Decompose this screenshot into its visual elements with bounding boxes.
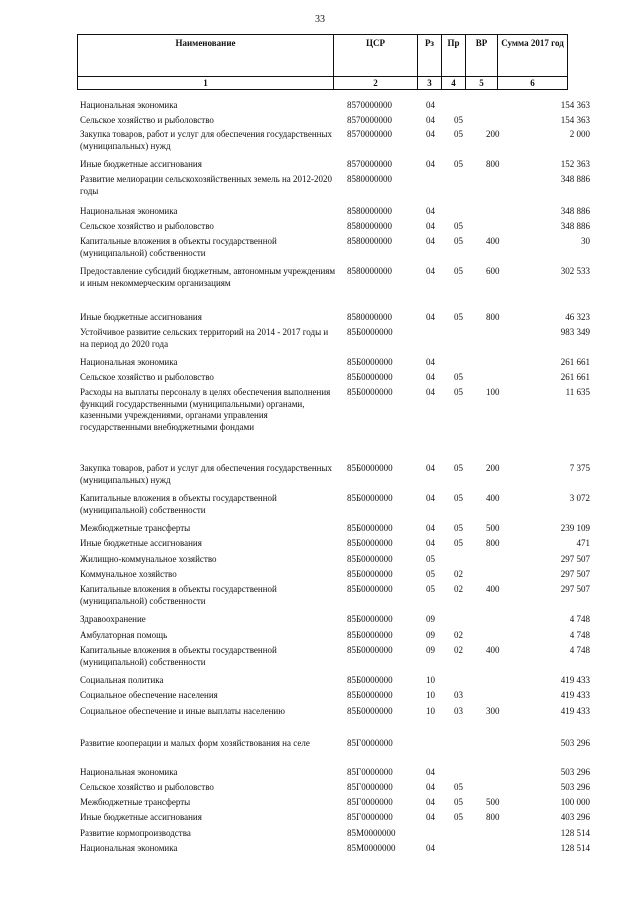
cell-csr: 8570000000 (347, 100, 392, 110)
cell-name: Социальная политика (80, 675, 164, 685)
cell-rz: 04 (426, 312, 435, 322)
cell-pr: 05 (454, 266, 463, 276)
cell-rz: 04 (426, 843, 435, 853)
cell-name: Иные бюджетные ассигнования (80, 312, 202, 322)
cell-name: Социальное обеспечение населения (80, 690, 218, 700)
cell-csr: 85Б0000000 (347, 463, 393, 473)
cell-csr: 85Б0000000 (347, 706, 393, 716)
header-name: Наименование (78, 35, 334, 77)
cell-csr: 85Б0000000 (347, 387, 393, 397)
cell-sum: 348 886 (560, 221, 590, 231)
cell-csr: 8580000000 (347, 221, 392, 231)
header-col-4: 4 (442, 77, 466, 90)
cell-sum: 348 886 (560, 206, 590, 216)
header-col-5: 5 (466, 77, 498, 90)
cell-sum: 4 748 (569, 645, 590, 655)
cell-sum: 11 635 (565, 387, 590, 397)
cell-pr: 05 (454, 236, 463, 246)
cell-pr: 02 (454, 584, 463, 594)
cell-rz: 09 (426, 630, 435, 640)
cell-sum: 152 363 (560, 159, 590, 169)
header-rz: Рз (418, 35, 442, 77)
cell-name: Развитие кормопроизводства (80, 828, 191, 838)
cell-pr: 05 (454, 463, 463, 473)
cell-csr: 85Б0000000 (347, 372, 393, 382)
cell-name: Расходы на выплаты персоналу в целях обеспечения выполнения функций государственными (муниципальными) органами, казенными учреждениями, органами управления государственными внебюджетными фондами (80, 387, 331, 432)
cell-csr: 85Б0000000 (347, 357, 393, 367)
cell-csr: 85М0000000 (347, 828, 396, 838)
cell-sum: 297 507 (560, 584, 590, 594)
cell-name: Национальная экономика (80, 100, 178, 110)
cell-csr: 85Б0000000 (347, 538, 393, 548)
cell-rz: 09 (426, 645, 435, 655)
cell-pr: 05 (454, 312, 463, 322)
cell-csr: 85Б0000000 (347, 690, 393, 700)
cell-pr: 02 (454, 569, 463, 579)
cell-name: Жилищно-коммунальное хозяйство (80, 554, 217, 564)
cell-csr: 85Б0000000 (347, 584, 393, 594)
cell-sum: 503 296 (560, 767, 590, 777)
cell-csr: 8580000000 (347, 312, 392, 322)
cell-pr: 05 (454, 493, 463, 503)
cell-sum: 419 433 (560, 706, 590, 716)
cell-rz: 04 (426, 266, 435, 276)
cell-sum: 403 296 (560, 812, 590, 822)
cell-sum: 239 109 (560, 523, 590, 533)
cell-name: Капитальные вложения в объекты государственной (муниципальной) собственности (80, 645, 277, 667)
cell-name: Закупка товаров, работ и услуг для обеспечения государственных (муниципальных) нужд (80, 129, 333, 151)
cell-csr: 85Б0000000 (347, 569, 393, 579)
cell-sum: 297 507 (560, 554, 590, 564)
cell-vr: 800 (486, 312, 500, 322)
cell-csr: 85Б0000000 (347, 675, 393, 685)
cell-vr: 200 (486, 463, 500, 473)
cell-rz: 04 (426, 782, 435, 792)
cell-rz: 04 (426, 493, 435, 503)
cell-csr: 85Б0000000 (347, 327, 393, 337)
cell-csr: 8580000000 (347, 174, 392, 184)
cell-pr: 05 (454, 812, 463, 822)
cell-vr: 400 (486, 645, 500, 655)
cell-name: Сельское хозяйство и рыболовство (80, 115, 214, 125)
cell-sum: 503 296 (560, 782, 590, 792)
cell-name: Сельское хозяйство и рыболовство (80, 372, 214, 382)
cell-name: Коммунальное хозяйство (80, 569, 177, 579)
cell-vr: 200 (486, 129, 500, 139)
cell-csr: 85Г0000000 (347, 812, 393, 822)
cell-pr: 05 (454, 372, 463, 382)
cell-rz: 05 (426, 584, 435, 594)
cell-rz: 04 (426, 129, 435, 139)
cell-rz: 10 (426, 675, 435, 685)
cell-name: Национальная экономика (80, 843, 178, 853)
cell-rz: 09 (426, 614, 435, 624)
cell-rz: 04 (426, 387, 435, 397)
cell-sum: 100 000 (560, 797, 590, 807)
cell-pr: 02 (454, 630, 463, 640)
cell-csr: 8570000000 (347, 159, 392, 169)
cell-pr: 03 (454, 690, 463, 700)
cell-csr: 8580000000 (347, 236, 392, 246)
cell-sum: 261 661 (560, 372, 590, 382)
cell-rz: 10 (426, 690, 435, 700)
cell-sum: 154 363 (560, 100, 590, 110)
cell-sum: 471 (576, 538, 590, 548)
cell-pr: 05 (454, 387, 463, 397)
cell-vr: 300 (486, 706, 500, 716)
cell-vr: 800 (486, 812, 500, 822)
cell-csr: 85Г0000000 (347, 782, 393, 792)
cell-vr: 800 (486, 159, 500, 169)
cell-rz: 05 (426, 554, 435, 564)
cell-name: Амбулаторная помощь (80, 630, 168, 640)
cell-vr: 500 (486, 797, 500, 807)
cell-rz: 04 (426, 159, 435, 169)
header-csr: ЦСР (334, 35, 418, 77)
cell-csr: 8570000000 (347, 129, 392, 139)
cell-name: Закупка товаров, работ и услуг для обеспечения государственных (муниципальных) нужд (80, 463, 333, 485)
cell-vr: 400 (486, 584, 500, 594)
cell-vr: 400 (486, 493, 500, 503)
cell-rz: 04 (426, 767, 435, 777)
header-pr: Пр (442, 35, 466, 77)
cell-name: Национальная экономика (80, 206, 178, 216)
cell-pr: 05 (454, 159, 463, 169)
cell-csr: 85Б0000000 (347, 554, 393, 564)
cell-csr: 8570000000 (347, 115, 392, 125)
cell-rz: 04 (426, 463, 435, 473)
cell-sum: 297 507 (560, 569, 590, 579)
cell-name: Предоставление субсидий бюджетным, автономным учреждениям и иным некоммерческим организациям (80, 266, 336, 288)
cell-name: Межбюджетные трансферты (80, 523, 191, 533)
header-col-6: 6 (498, 77, 568, 90)
cell-csr: 85Г0000000 (347, 767, 393, 777)
header-col-2: 2 (334, 77, 418, 90)
cell-csr: 85Б0000000 (347, 523, 393, 533)
cell-rz: 05 (426, 569, 435, 579)
cell-csr: 8580000000 (347, 266, 392, 276)
cell-pr: 05 (454, 115, 463, 125)
cell-sum: 4 748 (569, 630, 590, 640)
cell-sum: 30 (581, 236, 590, 246)
cell-sum: 128 514 (560, 828, 590, 838)
cell-csr: 85Б0000000 (347, 493, 393, 503)
cell-rz: 04 (426, 236, 435, 246)
header-sum: Сумма 2017 год (498, 35, 568, 77)
cell-rz: 04 (426, 206, 435, 216)
cell-pr: 02 (454, 645, 463, 655)
header-col-3: 3 (418, 77, 442, 90)
cell-sum: 3 072 (569, 493, 590, 503)
cell-rz: 04 (426, 100, 435, 110)
cell-sum: 128 514 (560, 843, 590, 853)
cell-name: Здравоохранение (80, 614, 146, 624)
cell-name: Иные бюджетные ассигнования (80, 538, 202, 548)
cell-rz: 04 (426, 357, 435, 367)
cell-csr: 85Г0000000 (347, 738, 393, 748)
cell-csr: 85Б0000000 (347, 614, 393, 624)
cell-name: Устойчивое развитие сельских территорий на 2014 - 2017 годы и на период до 2020 года (80, 327, 329, 349)
cell-name: Иные бюджетные ассигнования (80, 159, 202, 169)
cell-sum: 348 886 (560, 174, 590, 184)
cell-sum: 983 349 (560, 327, 590, 337)
cell-csr: 85М0000000 (347, 843, 396, 853)
header-vr: ВР (466, 35, 498, 77)
cell-pr: 05 (454, 129, 463, 139)
page-number: 33 (315, 14, 325, 25)
cell-vr: 600 (486, 266, 500, 276)
cell-rz: 10 (426, 706, 435, 716)
cell-name: Развитие мелиорации сельскохозяйственных земель на 2012-2020 годы (80, 174, 333, 196)
cell-sum: 2 000 (569, 129, 590, 139)
cell-rz: 04 (426, 523, 435, 533)
cell-csr: 85Б0000000 (347, 645, 393, 655)
cell-rz: 04 (426, 797, 435, 807)
cell-csr: 85Г0000000 (347, 797, 393, 807)
cell-pr: 05 (454, 797, 463, 807)
cell-rz: 04 (426, 812, 435, 822)
cell-name: Капитальные вложения в объекты государственной (муниципальной) собственности (80, 236, 277, 258)
cell-sum: 503 296 (560, 738, 590, 748)
cell-sum: 7 375 (569, 463, 590, 473)
cell-sum: 419 433 (560, 675, 590, 685)
header-col-1: 1 (78, 77, 334, 90)
cell-pr: 05 (454, 538, 463, 548)
cell-name: Национальная экономика (80, 357, 178, 367)
cell-sum: 261 661 (560, 357, 590, 367)
cell-pr: 05 (454, 523, 463, 533)
cell-pr: 05 (454, 782, 463, 792)
cell-name: Социальное обеспечение и иные выплаты населению (80, 706, 285, 716)
cell-csr: 8580000000 (347, 206, 392, 216)
cell-pr: 05 (454, 221, 463, 231)
cell-vr: 400 (486, 236, 500, 246)
cell-name: Сельское хозяйство и рыболовство (80, 782, 214, 792)
cell-name: Иные бюджетные ассигнования (80, 812, 202, 822)
cell-name: Национальная экономика (80, 767, 178, 777)
cell-name: Развитие кооперации и малых форм хозяйствования на селе (80, 738, 310, 748)
cell-vr: 800 (486, 538, 500, 548)
cell-sum: 302 533 (560, 266, 590, 276)
cell-name: Межбюджетные трансферты (80, 797, 191, 807)
cell-name: Сельское хозяйство и рыболовство (80, 221, 214, 231)
cell-csr: 85Б0000000 (347, 630, 393, 640)
cell-rz: 04 (426, 221, 435, 231)
cell-sum: 4 748 (569, 614, 590, 624)
cell-rz: 04 (426, 538, 435, 548)
cell-name: Капитальные вложения в объекты государственной (муниципальной) собственности (80, 584, 277, 606)
cell-pr: 03 (454, 706, 463, 716)
cell-rz: 04 (426, 115, 435, 125)
cell-sum: 419 433 (560, 690, 590, 700)
cell-sum: 154 363 (560, 115, 590, 125)
cell-rz: 04 (426, 372, 435, 382)
cell-sum: 46 323 (565, 312, 590, 322)
cell-name: Капитальные вложения в объекты государственной (муниципальной) собственности (80, 493, 277, 515)
cell-vr: 100 (486, 387, 500, 397)
cell-vr: 500 (486, 523, 500, 533)
